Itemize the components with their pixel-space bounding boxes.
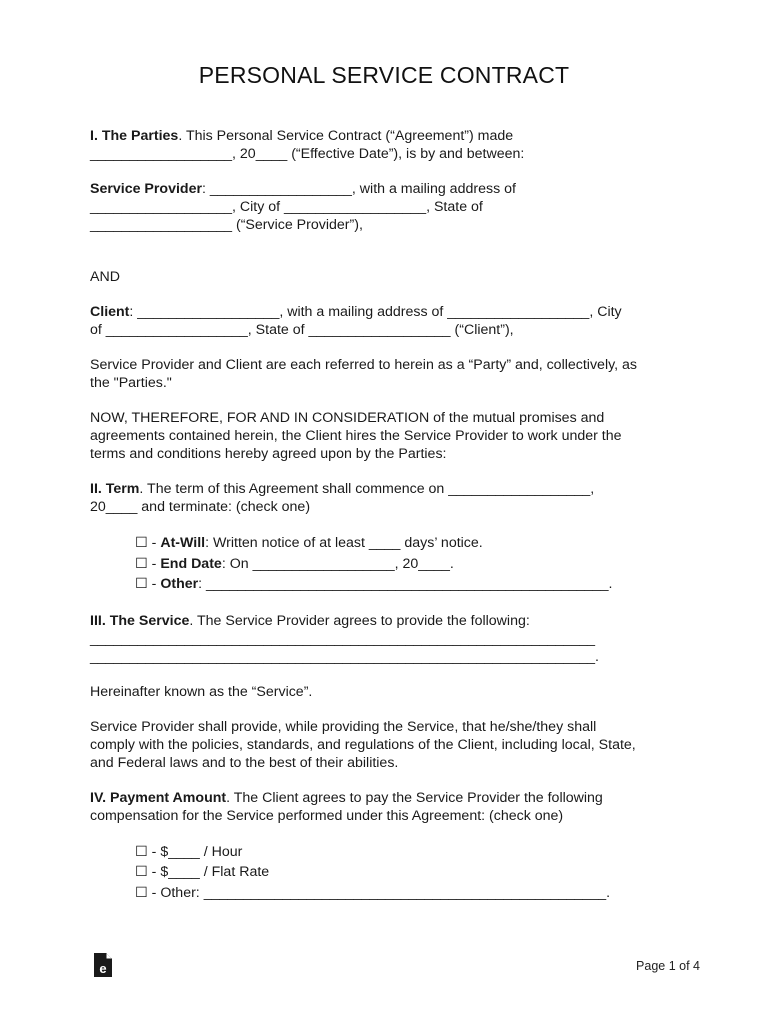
party-para-line1: Service Provider and Client are each referred to herein as a “Party” and, collectively, as (90, 357, 638, 373)
document-body (90, 127, 673, 903)
term-option-other[interactable] (135, 574, 673, 595)
service-heading: III. The Service (90, 612, 190, 629)
client-label: Client (90, 304, 130, 320)
parties-line1: . This Personal Service Contract (“Agreement”) made (178, 128, 514, 144)
term-option-text: : Written notice of at least ____ days’ notice. (205, 535, 483, 551)
checkbox-icon[interactable]: ☐ - (135, 555, 161, 572)
parties-paragraph (90, 127, 673, 163)
svg-text:e: e (99, 961, 107, 976)
term-options (90, 533, 673, 595)
term-option-text: : On __________________, 20____. (221, 555, 454, 572)
service-blank2: ________________________________________________________________. (90, 648, 599, 665)
service-provider-line2: __________________, City of __________________, State of (90, 199, 483, 215)
payment-option-other[interactable]: ☐ - Other: ___________________________________________________. (135, 884, 611, 901)
term-line2: 20____ and terminate: (check one) (90, 499, 311, 515)
party-para-line2: the "Parties." (90, 375, 172, 391)
client-line1: : __________________, with a mailing address of __________________, City (129, 304, 622, 320)
consideration-paragraph (90, 409, 673, 463)
service-blank1: ________________________________________________________________ (90, 630, 595, 647)
compliance-line2: comply with the policies, standards, and regulations of the Client, including local, State, (90, 736, 636, 753)
client-paragraph (90, 303, 673, 339)
service-provider-line3: __________________ (“Service Provider”), (90, 217, 363, 233)
page-number: Page 1 of 4 (636, 959, 700, 973)
payment-line2: compensation for the Service performed under this Agreement: (check one) (90, 807, 564, 824)
parties-line2: __________________, 20____ (“Effective Date”), is by and between: (90, 146, 525, 162)
service-provider-line1: : __________________, with a mailing address of (202, 181, 516, 197)
party-definition-paragraph (90, 356, 673, 392)
term-option-label: At-Will (160, 535, 206, 551)
term-option-label: Other (160, 576, 199, 592)
consideration-line1: NOW, THEREFORE, FOR AND IN CONSIDERATION of the mutual promises and (90, 410, 605, 426)
service-provider-paragraph (90, 180, 673, 234)
term-option-text: : ___________________________________________________. (198, 576, 613, 592)
and-word: AND (90, 269, 120, 285)
compliance-line1: Service Provider shall provide, while providing the Service, that he/she/they shall (90, 718, 597, 735)
compliance-line3: and Federal laws and to the best of their abilities. (90, 754, 399, 771)
compliance-paragraph (90, 718, 673, 772)
payment-options (90, 842, 673, 904)
term-line1: . The term of this Agreement shall commence on __________________, (139, 481, 595, 497)
service-paragraph (90, 612, 673, 666)
payment-option-flat-rate[interactable]: ☐ - $____ / Flat Rate (135, 864, 270, 880)
checkbox-icon[interactable]: ☐ - (135, 535, 161, 551)
service-line1: . The Service Provider agrees to provide the following: (189, 612, 530, 629)
document-title: PERSONAL SERVICE CONTRACT (198, 62, 570, 88)
eforms-logo-icon (93, 952, 113, 978)
payment-heading: IV. Payment Amount (90, 789, 227, 806)
term-option-end-date[interactable] (135, 554, 673, 575)
client-line2: of __________________, State of __________________ (“Client”), (90, 322, 514, 338)
term-option-at-will[interactable] (135, 533, 673, 554)
service-provider-label: Service Provider (90, 181, 202, 197)
consideration-line2: agreements contained herein, the Client hires the Service Provider to work under the (90, 428, 622, 444)
parties-heading: I. The Parties (90, 128, 179, 144)
term-option-label: End Date (160, 555, 222, 572)
consideration-line3: terms and conditions hereby agreed upon by the Parties: (90, 446, 447, 462)
payment-option-hour[interactable]: ☐ - $____ / Hour (135, 843, 243, 860)
payment-paragraph (90, 789, 673, 825)
term-heading: II. Term (90, 481, 140, 497)
term-paragraph (90, 480, 673, 516)
payment-line1: . The Client agrees to pay the Service Provider the following (226, 789, 603, 806)
checkbox-icon[interactable]: ☐ - (135, 576, 161, 592)
hereinafter-paragraph: Hereinafter known as the “Service”. (90, 683, 313, 700)
